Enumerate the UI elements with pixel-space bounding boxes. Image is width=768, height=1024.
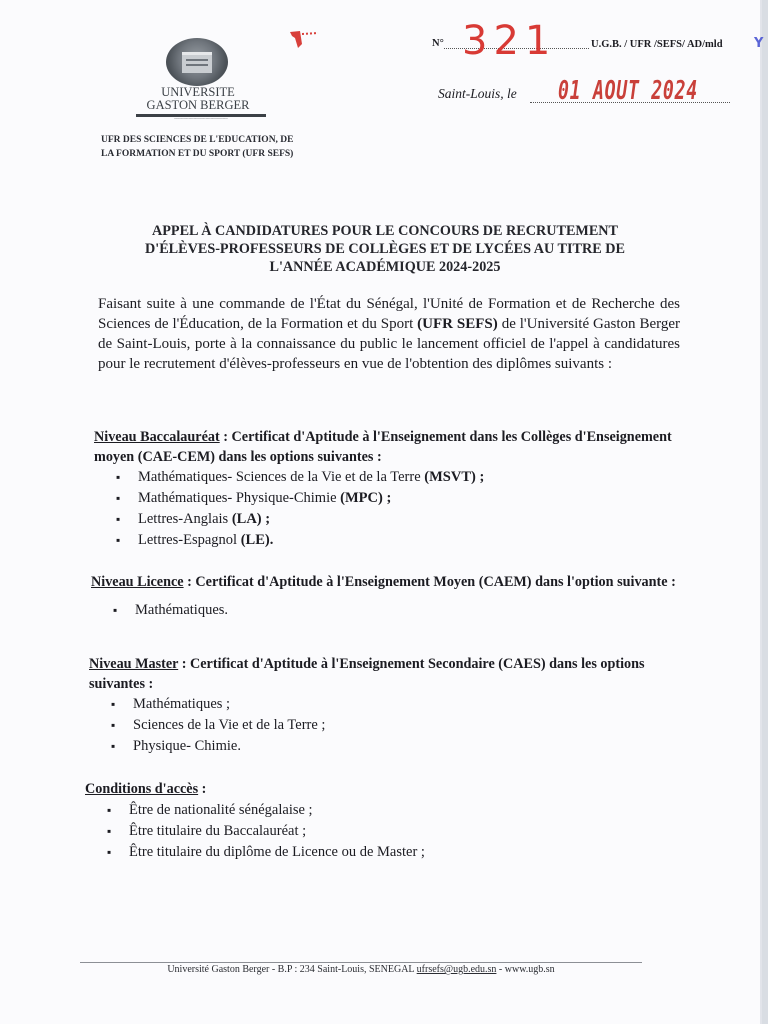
ufr-title <box>101 133 341 161</box>
university-name-line-2: GASTON BERGER <box>146 98 250 112</box>
title-line-1: APPEL À CANDIDATURES POUR LE CONCOURS DE RECRUTEMENT <box>152 223 618 239</box>
section-description: : Certificat d'Aptitude à l'Enseignement Moyen (CAEM) dans l'option suivante : <box>187 574 676 590</box>
section-description: : Certificat d'Aptitude à l'Enseignement Secondaire (CAES) dans les options suivantes : <box>89 656 645 692</box>
list-item: ▪ Mathématiques- Sciences de la Vie et de la Terre (MSVT) ; <box>114 467 678 488</box>
options-list <box>114 467 678 551</box>
intro-paragraph <box>98 294 680 374</box>
university-motto: ~~~~~~~~~~~~~~~~~~~~~~ <box>174 116 228 121</box>
section-heading <box>89 654 679 694</box>
options-list <box>109 694 679 757</box>
list-item: ▪ Mathématiques ; <box>109 694 679 715</box>
footer <box>80 964 642 975</box>
section-conditions <box>85 779 675 863</box>
intro-bold: (UFR SEFS) <box>417 316 498 332</box>
reference-number <box>432 18 764 64</box>
list-item: ▪ Mathématiques- Physique-Chimie (MPC) ; <box>114 488 678 509</box>
reference-handwritten-number: 321 <box>462 18 557 64</box>
section-level: Conditions d'accès <box>85 781 199 797</box>
section-level: Niveau Master <box>89 656 179 672</box>
list-item: ▪ Être titulaire du diplôme de Licence ou de Master ; <box>105 842 675 863</box>
section-description: : Certificat d'Aptitude à l'Enseignement dans les Collèges d'Enseignement moyen (CAE-CEM) dans les options suivantes : <box>94 429 672 465</box>
section-master <box>89 654 679 757</box>
date-line <box>438 76 738 108</box>
university-name <box>136 86 260 112</box>
options-list <box>105 800 675 863</box>
list-item: ▪ Lettres-Anglais (LA) ; <box>114 509 678 530</box>
list-item: ▪ Physique- Chimie. <box>109 736 679 757</box>
ufr-title-line-1: UFR DES SCIENCES DE L'EDUCATION, DE <box>101 135 294 145</box>
footer-website[interactable]: - www.ugb.sn <box>498 964 555 975</box>
reference-no-label: N° <box>432 38 444 49</box>
section-heading <box>85 779 675 799</box>
date-stamp: 01 AOUT 2024 <box>558 76 698 106</box>
section-heading <box>91 572 679 592</box>
ufr-title-line-2: LA FORMATION ET DU SPORT (UFR SEFS) <box>101 149 294 159</box>
title-line-3: L'ANNÉE ACADÉMIQUE 2024-2025 <box>269 259 501 275</box>
section-baccalaureat <box>94 427 678 551</box>
date-label: Saint-Louis, le <box>438 86 517 101</box>
list-item: ▪ Être de nationalité sénégalaise ; <box>105 800 675 821</box>
title-line-2: D'ÉLÈVES-PROFESSEURS DE COLLÈGES ET DE LYCÉES AU TITRE DE <box>145 241 625 257</box>
reference-mark: Y <box>754 36 764 51</box>
footer-rule <box>80 962 642 963</box>
list-item: ▪ Être titulaire du Baccalauréat ; <box>105 821 675 842</box>
university-logo <box>166 38 228 86</box>
section-level: Niveau Baccalauréat <box>94 429 220 445</box>
reference-suffix: U.G.B. / UFR /SEFS/ AD/mld <box>591 39 723 50</box>
red-ink-mark <box>288 28 320 50</box>
section-description: : <box>201 781 207 797</box>
page-title <box>90 222 680 276</box>
list-item: ▪ Sciences de la Vie et de la Terre ; <box>109 715 679 736</box>
list-item: ▪ Mathématiques. <box>111 600 679 621</box>
section-licence <box>91 572 679 621</box>
intro-text-1: Faisant suite à une commande de l'État du Sénégal, l'Unité de Formation et de Recherche des Sciences de l'Éducation, de la Formation et du Sport <box>98 296 680 332</box>
list-item: ▪ Lettres-Espagnol (LE). <box>114 530 678 551</box>
options-list <box>111 600 679 621</box>
section-level: Niveau Licence <box>91 574 184 590</box>
footer-email-link[interactable]: ufrsefs@ugb.edu.sn <box>416 964 497 975</box>
section-heading <box>94 427 678 467</box>
footer-address: Université Gaston Berger - B.P : 234 Saint-Louis, SENEGAL <box>167 964 415 975</box>
intro-text-2: de l'Université Gaston Berger de Saint-Louis, porte à la connaissance du public le lancement officiel de l'appel à candidatures pour le recrutement d'élèves-professeurs en vue de l'obtention des diplômes suivants : <box>98 316 680 372</box>
university-name-line-1: UNIVERSITE <box>161 85 235 99</box>
